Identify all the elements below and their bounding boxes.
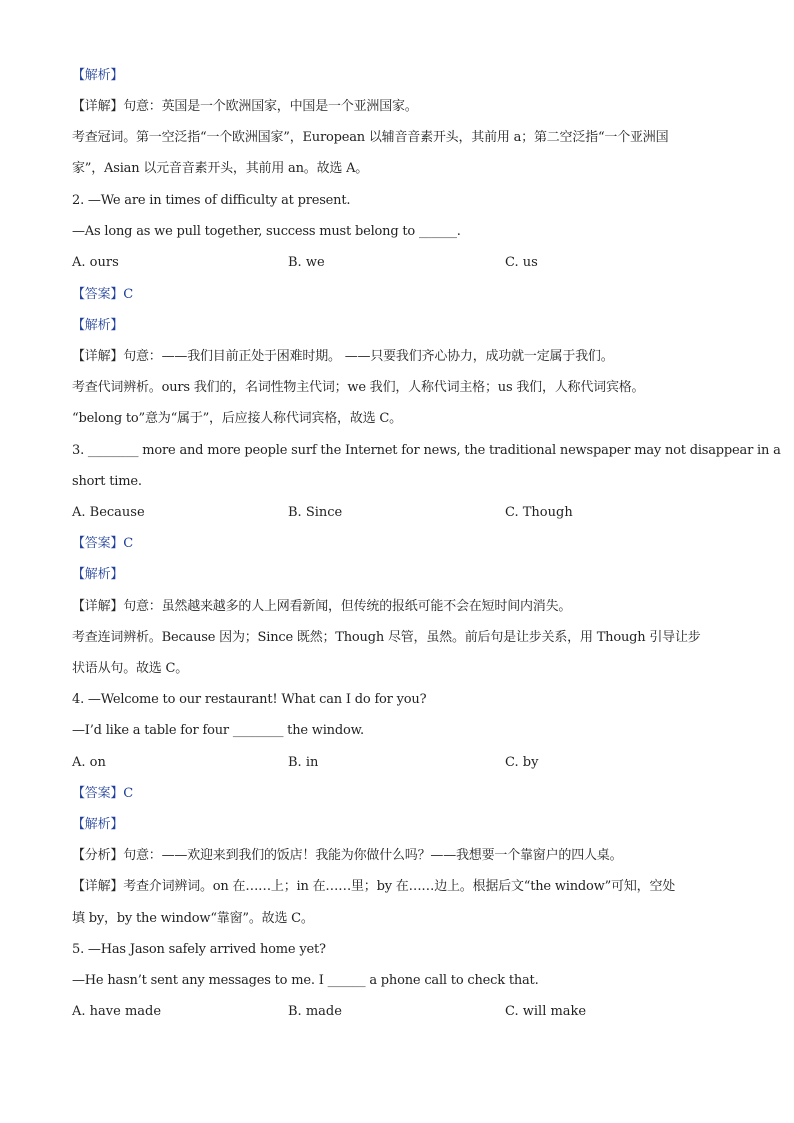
question-4-line2: —I’d like a table for four ________ the window. [72, 723, 364, 738]
question-3-line1: 3. ________ more and more people surf the Internet for news, the traditional newspaper may not disappear in a [72, 443, 781, 458]
q3-option-b: B. Since [288, 505, 343, 520]
detail-q4-line1: 【详解】考查介词辨词。on 在……上；in 在……里；by 在……边上。根据后文“the window”可知，空处 [72, 879, 676, 894]
detail-q1: 【详解】句意：英国是一个欧洲国家，中国是一个亚洲国家。 [72, 99, 418, 114]
analysis-heading-q2: 【解析】 [72, 318, 124, 333]
question-2-line1: 2. —We are in times of difficulty at present. [72, 193, 351, 208]
explanation-q1-line1: 考查冠词。第一空泛指“一个欧洲国家”，European 以辅音音素开头，其前用 a；第二空泛指“一个亚洲国 [72, 130, 669, 145]
answer-q2: 【答案】C [72, 287, 133, 302]
q5-option-a: A. have made [72, 1004, 162, 1019]
q4-option-c: C. by [505, 755, 539, 770]
q5-option-c: C. will make [505, 1004, 587, 1019]
explanation-q3-line1: 考查连词辨析。Because 因为；Since 既然；Though 尽管，虽然。前后句是让步关系，用 Though 引导让步 [72, 630, 701, 645]
explanation-q2-line2: “belong to”意为“属于”，后应接人称代词宾格，故选 C。 [72, 411, 402, 426]
explanation-q2-line1: 考查代词辨析。ours 我们的，名词性物主代词；we 我们，人称代词主格；us 我们，人称代词宾格。 [72, 380, 645, 395]
question-5-line2: —He hasn’t sent any messages to me. I ______ a phone call to check that. [72, 973, 539, 988]
explanation-q3-line2: 状语从句。故选 C。 [72, 661, 189, 676]
analysis-q4: 【分析】句意：——欢迎来到我们的饭店！我能为你做什么吗？——我想要一个靠窗户的四人桌。 [72, 848, 623, 863]
q2-option-c: C. us [505, 255, 538, 270]
detail-q2: 【详解】句意：——我们目前正处于困难时期。 ——只要我们齐心协力，成功就一定属于我们。 [72, 349, 614, 364]
q3-option-a: A. Because [72, 505, 145, 520]
analysis-heading-q4: 【解析】 [72, 817, 124, 832]
answer-q4: 【答案】C [72, 786, 133, 801]
q4-option-a: A. on [72, 755, 106, 770]
detail-q3: 【详解】句意：虽然越来越多的人上网看新闻，但传统的报纸可能不会在短时间内消失。 [72, 599, 572, 614]
analysis-heading-q1: 【解析】 [72, 68, 124, 83]
question-5-line1: 5. —Has Jason safely arrived home yet? [72, 942, 326, 957]
q3-option-c: C. Though [505, 505, 573, 520]
q2-option-b: B. we [288, 255, 325, 270]
question-2-line2: —As long as we pull together, success must belong to ______. [72, 224, 461, 239]
detail-q4-line2: 填 by，by the window“靠窗”。故选 C。 [72, 911, 314, 926]
q4-option-b: B. in [288, 755, 319, 770]
q5-option-b: B. made [288, 1004, 342, 1019]
answer-q3: 【答案】C [72, 536, 133, 551]
q2-option-a: A. ours [72, 255, 119, 270]
explanation-q1-line2: 家”，Asian 以元音音素开头，其前用 an。故选 A。 [72, 161, 369, 176]
analysis-heading-q3: 【解析】 [72, 567, 124, 582]
question-3-line2: short time. [72, 474, 142, 489]
question-4-line1: 4. —Welcome to our restaurant! What can I do for you? [72, 692, 427, 707]
